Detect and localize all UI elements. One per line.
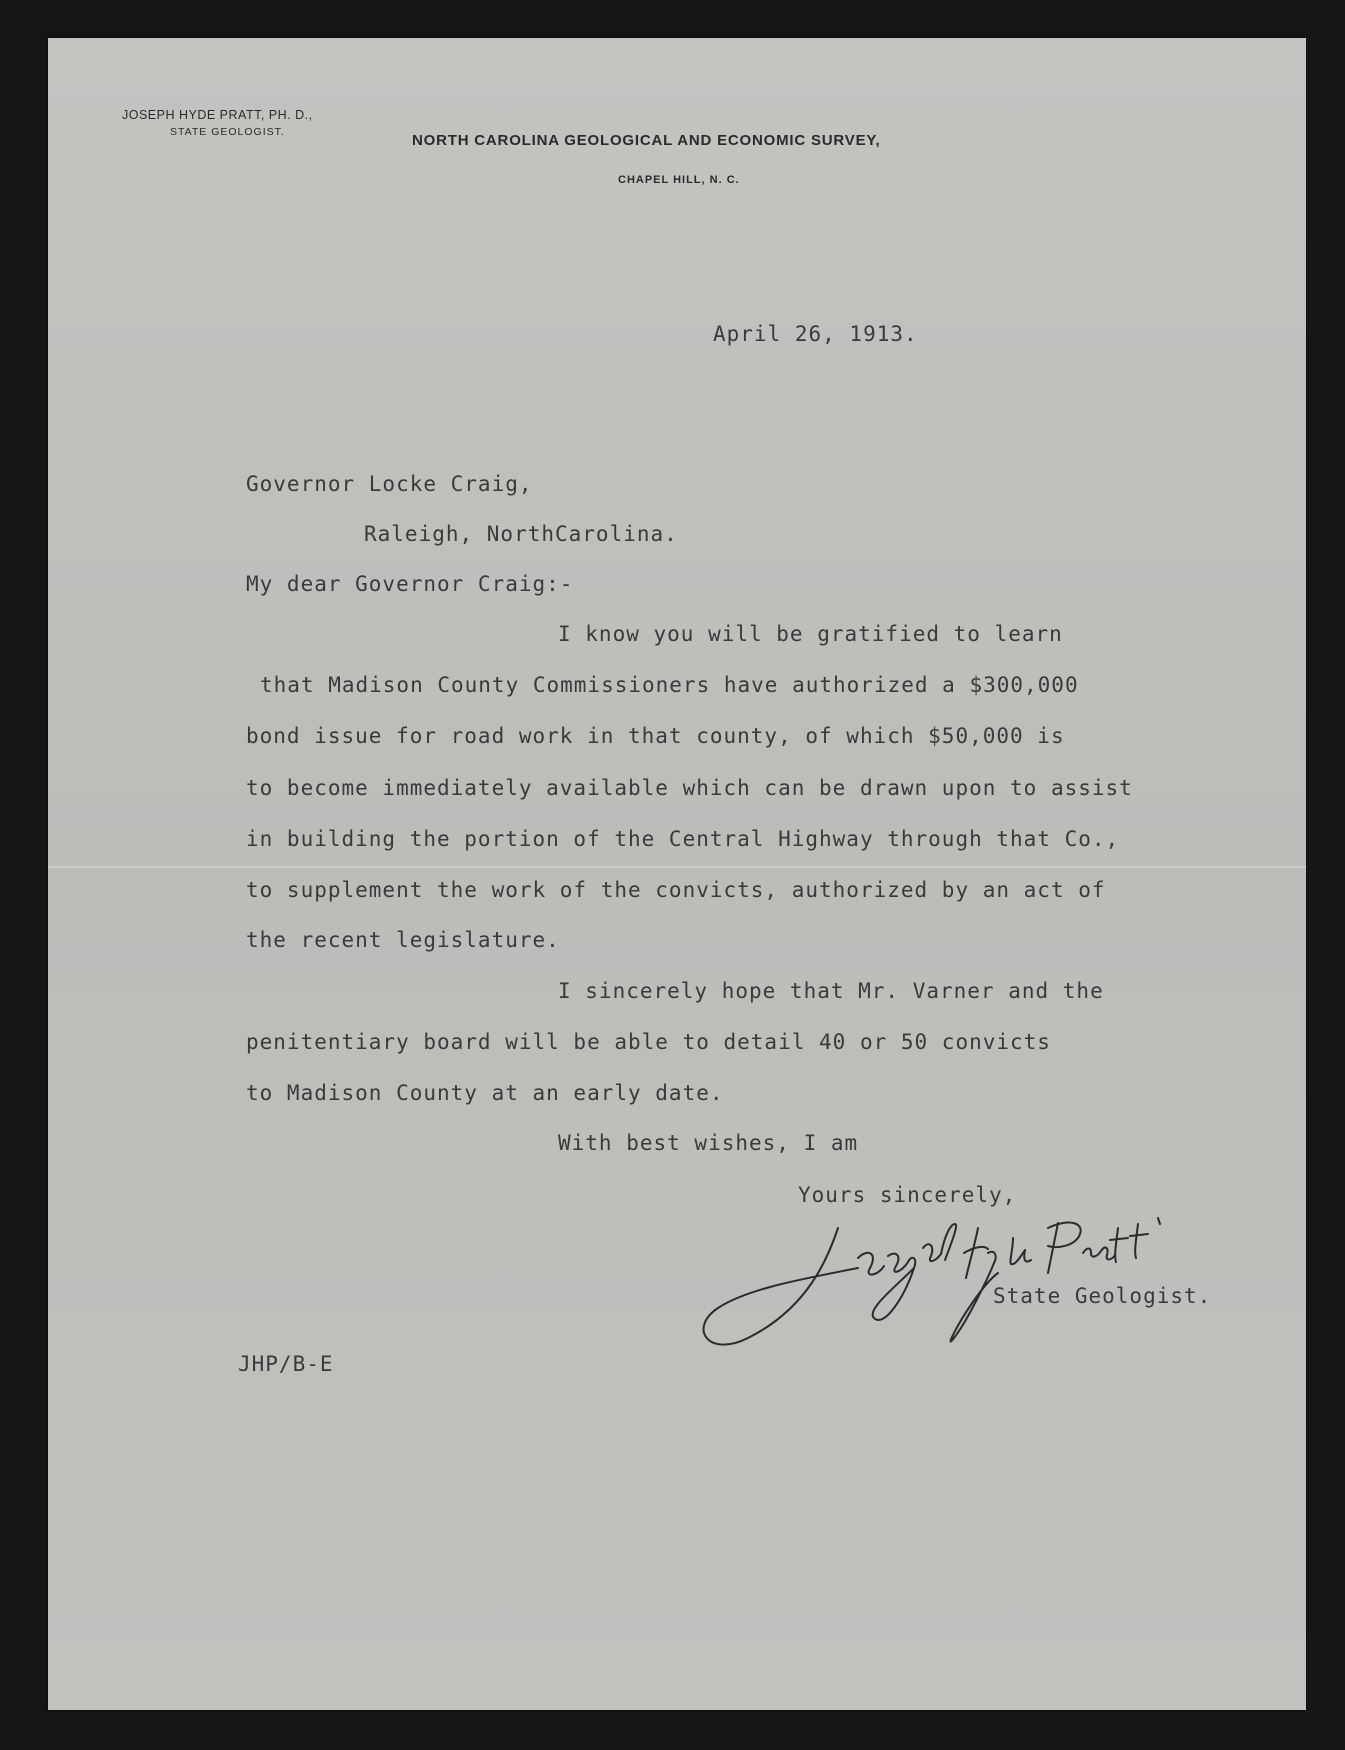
letterhead-organization: NORTH CAROLINA GEOLOGICAL AND ECONOMIC SURVEY, <box>412 132 881 149</box>
body-line: penitentiary board will be able to detail 40 or 50 convicts <box>246 1030 1051 1054</box>
letter-date: April 26, 1913. <box>713 322 918 346</box>
signer-title: State Geologist. <box>993 1284 1212 1308</box>
closing-line: With best wishes, I am <box>558 1131 859 1155</box>
letterhead-name: JOSEPH HYDE PRATT, PH. D., <box>122 108 313 122</box>
handwritten-signature <box>688 1198 1208 1368</box>
body-line: in building the portion of the Central Highway through that Co., <box>246 827 1120 851</box>
body-line: I know you will be gratified to learn <box>558 622 1063 646</box>
letter-page <box>48 38 1306 1710</box>
letterhead-title: STATE GEOLOGIST. <box>170 126 285 138</box>
complimentary-close: Yours sincerely, <box>798 1183 1017 1207</box>
body-line: that Madison County Commissioners have authorized a $300,000 <box>260 673 1079 697</box>
body-line: I sincerely hope that Mr. Varner and the <box>558 979 1104 1003</box>
body-line: to become immediately available which can be drawn upon to assist <box>246 776 1133 800</box>
letterhead-city: CHAPEL HILL, N. C. <box>618 174 740 186</box>
salutation: My dear Governor Craig:- <box>246 572 574 596</box>
addressee: Governor Locke Craig, <box>246 472 533 496</box>
body-line: to supplement the work of the convicts, authorized by an act of <box>246 878 1106 902</box>
body-line: to Madison County at an early date. <box>246 1081 724 1105</box>
body-line: the recent legislature. <box>246 928 560 952</box>
page-fold-line <box>48 866 1306 868</box>
body-line: bond issue for road work in that county, of which $50,000 is <box>246 724 1065 748</box>
address-line: Raleigh, NorthCarolina. <box>364 522 678 546</box>
typist-initials: JHP/B-E <box>238 1352 334 1376</box>
